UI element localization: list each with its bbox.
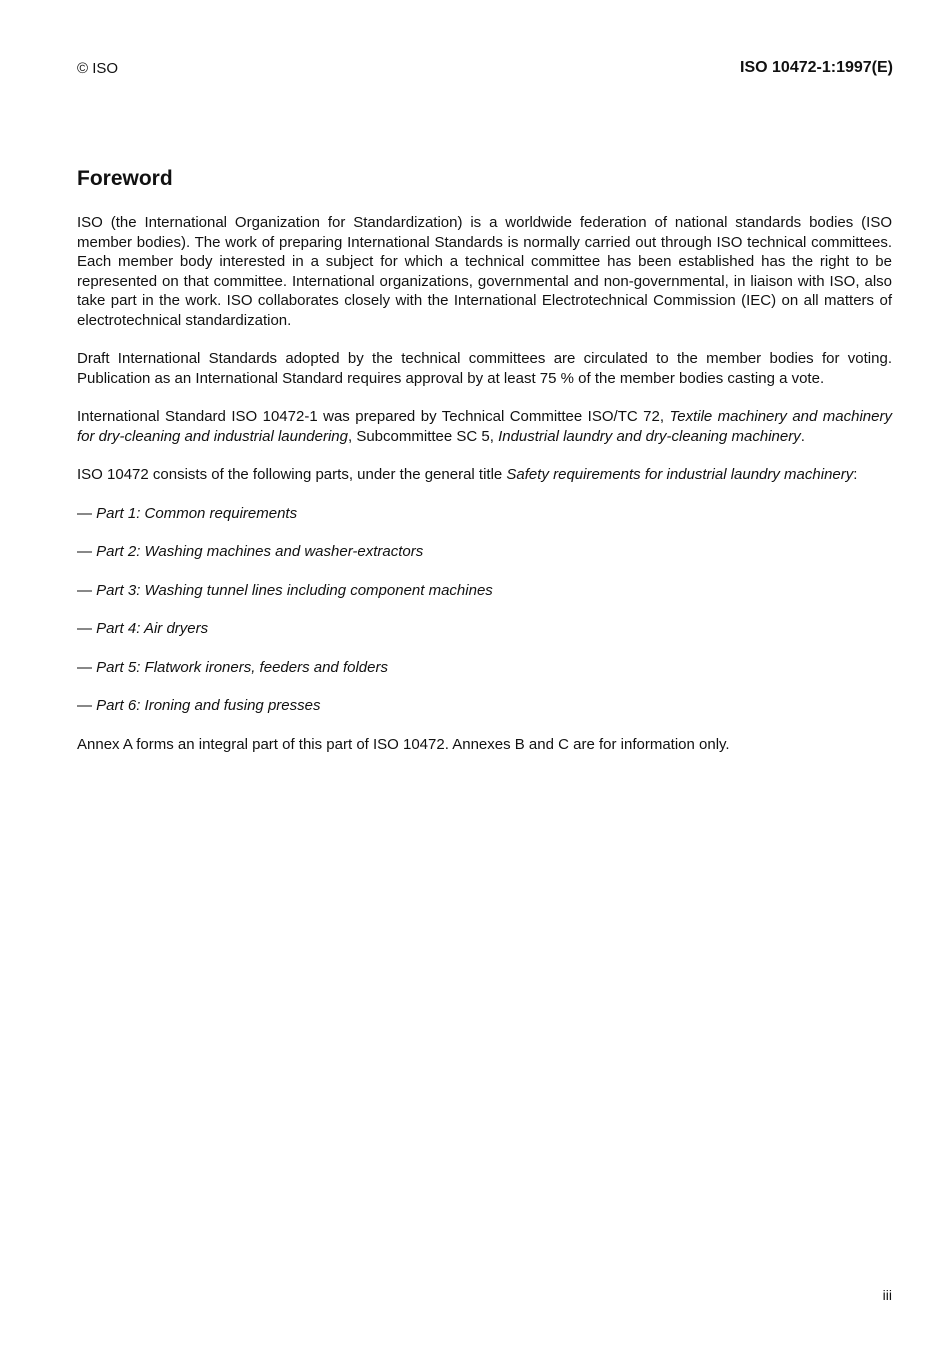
prepared-by-text-3: . (800, 427, 805, 445)
part-title: Part 6: Ironing and fusing presses (96, 697, 321, 714)
list-item-part-4 (77, 619, 892, 639)
list-item-part-5 (77, 658, 892, 678)
part-title: Part 2: Washing machines and washer-extractors (96, 543, 424, 560)
part-title: Part 4: Air dryers (96, 620, 209, 637)
dash-marker: — (77, 581, 97, 599)
document-id: ISO 10472-1:1997(E) (740, 59, 893, 76)
copyright-label: © ISO (77, 60, 119, 77)
list-item-part-2 (77, 542, 892, 562)
dash-marker: — (77, 658, 97, 676)
parts-intro-text: ISO 10472 consists of the following parts, under the general title (77, 466, 507, 483)
page-number: iii (882, 1287, 892, 1303)
foreword-section (77, 166, 892, 773)
subcommittee-title: Industrial laundry and dry-cleaning machinery (498, 427, 801, 445)
general-title: Safety requirements for industrial laundry machinery (506, 466, 854, 483)
paragraph-draft-standards: Draft International Standards adopted by the technical committees are circulated to the member bodies for voting. Publication as an International Standard requires approval by at least 75 % of the member bodies casting a vote. (77, 350, 892, 387)
part-title: Part 5: Flatwork ironers, feeders and folders (96, 658, 388, 676)
paragraph-prepared-by (77, 407, 892, 446)
section-title: Foreword (77, 167, 173, 190)
list-item-part-3 (77, 581, 892, 601)
part-title: Part 3: Washing tunnel lines including component machines (96, 581, 493, 599)
dash-marker: — (77, 697, 97, 714)
paragraph-parts-intro (77, 465, 892, 485)
prepared-by-text-2: , Subcommittee SC 5, (348, 427, 499, 445)
prepared-by-text-1: International Standard ISO 10472-1 was prepared by Technical Committee ISO/TC 72, (77, 408, 670, 425)
dash-marker: — (77, 620, 97, 637)
list-item-part-1 (77, 504, 892, 524)
dash-marker: — (77, 504, 97, 522)
part-title: Part 1: Common requirements (96, 504, 298, 522)
committee-title: Textile machinery and machinery for dry-cleaning and industrial laundering (77, 408, 892, 445)
paragraph-iso-intro: ISO (the International Organization for Standardization) is a worldwide federation of national standards bodies (ISO member bodies). The work of preparing International Standards is normally carried out through ISO technical committees. Each member body interested in a subject for which a technical committee has been established has the right to be represented on that committee. International organizations, governmental and non-governmental, in liaison with ISO, also take part in the work. ISO collaborates closely with the International Electrotechnical Commission (IEC) on all matters of electrotechnical standardization. (77, 214, 892, 329)
paragraph-annexes: Annex A forms an integral part of this part of ISO 10472. Annexes B and C are for information only. (77, 735, 730, 753)
parts-intro-colon: : (853, 466, 858, 483)
list-item-part-6 (77, 696, 892, 716)
dash-marker: — (77, 543, 97, 560)
